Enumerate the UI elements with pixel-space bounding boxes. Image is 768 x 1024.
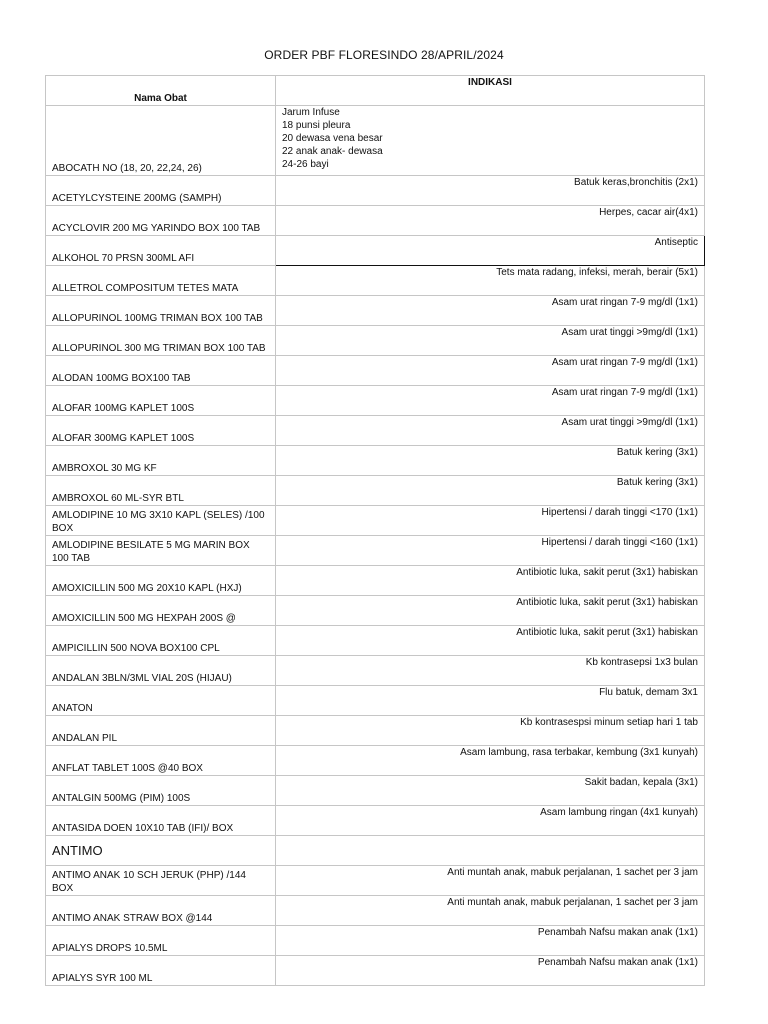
medicine-name: ANDALAN PIL bbox=[46, 716, 276, 746]
medicine-name: APIALYS SYR 100 ML bbox=[46, 956, 276, 986]
table-row bbox=[46, 686, 705, 716]
table-row bbox=[46, 566, 705, 596]
indication-cell: Antibiotic luka, sakit perut (3x1) habiskan bbox=[276, 626, 705, 656]
medicine-name: ANTALGIN 500MG (PIM) 100S bbox=[46, 776, 276, 806]
indication-cell: Hipertensi / darah tinggi <160 (1x1) bbox=[276, 536, 705, 566]
indication-line: Jarum Infuse bbox=[282, 107, 340, 118]
indication-cell: Kb kontrasepsi 1x3 bulan bbox=[276, 656, 705, 686]
table-row bbox=[46, 236, 705, 266]
table-row bbox=[46, 746, 705, 776]
medicine-name: AMLODIPINE 10 MG 3X10 KAPL (SELES) /100 BOX bbox=[46, 506, 276, 536]
medicine-name: ALKOHOL 70 PRSN 300ML AFI bbox=[46, 236, 276, 266]
medicine-name: ANDALAN 3BLN/3ML VIAL 20S (HIJAU) bbox=[46, 656, 276, 686]
table-row bbox=[46, 176, 705, 206]
table-row bbox=[46, 446, 705, 476]
medicine-name: ALLETROL COMPOSITUM TETES MATA bbox=[46, 266, 276, 296]
medicine-name: AMBROXOL 30 MG KF bbox=[46, 446, 276, 476]
table-row bbox=[46, 926, 705, 956]
table-row bbox=[46, 596, 705, 626]
table-row bbox=[46, 476, 705, 506]
indication-cell: Antibiotic luka, sakit perut (3x1) habiskan bbox=[276, 566, 705, 596]
table-row bbox=[46, 956, 705, 986]
table-row bbox=[46, 416, 705, 446]
table-row bbox=[46, 896, 705, 926]
table-row bbox=[46, 296, 705, 326]
medicine-name: ALLOPURINOL 100MG TRIMAN BOX 100 TAB bbox=[46, 296, 276, 326]
table-row bbox=[46, 386, 705, 416]
indication-cell: Asam urat tinggi >9mg/dl (1x1) bbox=[276, 416, 705, 446]
indication-cell: Asam urat ringan 7-9 mg/dl (1x1) bbox=[276, 356, 705, 386]
table-row bbox=[46, 506, 705, 536]
table-row bbox=[46, 106, 705, 176]
indication-cell: Flu batuk, demam 3x1 bbox=[276, 686, 705, 716]
indication-line: 22 anak anak- dewasa bbox=[282, 146, 383, 157]
indication-cell: Asam urat ringan 7-9 mg/dl (1x1) bbox=[276, 296, 705, 326]
group-heading-row bbox=[46, 836, 705, 866]
indication-cell: Asam lambung, rasa terbakar, kembung (3x1 kunyah) bbox=[276, 746, 705, 776]
indication-cell: Anti muntah anak, mabuk perjalanan, 1 sachet per 3 jam bbox=[276, 896, 705, 926]
table-row bbox=[46, 806, 705, 836]
header-indikasi: INDIKASI bbox=[276, 76, 705, 106]
indication-cell: Batuk kering (3x1) bbox=[276, 476, 705, 506]
table-header-row bbox=[46, 76, 705, 106]
medicine-name: AMBROXOL 60 ML-SYR BTL bbox=[46, 476, 276, 506]
indication-cell: Penambah Nafsu makan anak (1x1) bbox=[276, 956, 705, 986]
indication-cell: Asam urat ringan 7-9 mg/dl (1x1) bbox=[276, 386, 705, 416]
indication-cell bbox=[276, 836, 705, 866]
medicine-name: APIALYS DROPS 10.5ML bbox=[46, 926, 276, 956]
indication-cell: Asam lambung ringan (4x1 kunyah) bbox=[276, 806, 705, 836]
indication-cell: Batuk kering (3x1) bbox=[276, 446, 705, 476]
table-row bbox=[46, 356, 705, 386]
indication-line: 20 dewasa vena besar bbox=[282, 133, 383, 144]
medicine-name: ANTIMO bbox=[46, 836, 276, 866]
indication-cell: Sakit badan, kepala (3x1) bbox=[276, 776, 705, 806]
indication-cell: Kb kontrasespsi minum setiap hari 1 tab bbox=[276, 716, 705, 746]
table-row bbox=[46, 866, 705, 896]
medicine-name: ANTIMO ANAK 10 SCH JERUK (PHP) /144 BOX bbox=[46, 866, 276, 896]
medicine-name: AMPICILLIN 500 NOVA BOX100 CPL bbox=[46, 626, 276, 656]
medicine-name: AMLODIPINE BESILATE 5 MG MARIN BOX 100 TAB bbox=[46, 536, 276, 566]
medicine-name: ALLOPURINOL 300 MG TRIMAN BOX 100 TAB bbox=[46, 326, 276, 356]
indication-cell: Asam urat tinggi >9mg/dl (1x1) bbox=[276, 326, 705, 356]
indication-line: 24-26 bayi bbox=[282, 159, 329, 170]
table-row bbox=[46, 206, 705, 236]
table-row bbox=[46, 626, 705, 656]
medicine-name: ABOCATH NO (18, 20, 22,24, 26) bbox=[46, 106, 276, 176]
medicine-name: ANTASIDA DOEN 10X10 TAB (IFI)/ BOX bbox=[46, 806, 276, 836]
medicine-name: ALOFAR 100MG KAPLET 100S bbox=[46, 386, 276, 416]
indication-line: 18 punsi pleura bbox=[282, 120, 351, 131]
medicine-name: ALOFAR 300MG KAPLET 100S bbox=[46, 416, 276, 446]
indication-cell: Antiseptic bbox=[276, 236, 705, 266]
medicine-name: ACYCLOVIR 200 MG YARINDO BOX 100 TAB bbox=[46, 206, 276, 236]
indication-cell: Hipertensi / darah tinggi <170 (1x1) bbox=[276, 506, 705, 536]
table-row bbox=[46, 326, 705, 356]
indication-cell: Antibiotic luka, sakit perut (3x1) habiskan bbox=[276, 596, 705, 626]
medicine-name: ALODAN 100MG BOX100 TAB bbox=[46, 356, 276, 386]
medicine-name: ANTIMO ANAK STRAW BOX @144 bbox=[46, 896, 276, 926]
header-nama-obat: Nama Obat bbox=[46, 76, 276, 106]
indication-cell bbox=[276, 106, 705, 176]
indication-cell: Batuk keras,bronchitis (2x1) bbox=[276, 176, 705, 206]
indication-cell: Anti muntah anak, mabuk perjalanan, 1 sachet per 3 jam bbox=[276, 866, 705, 896]
medicine-name: AMOXICILLIN 500 MG HEXPAH 200S @ bbox=[46, 596, 276, 626]
table-row bbox=[46, 266, 705, 296]
medicine-name: ANFLAT TABLET 100S @40 BOX bbox=[46, 746, 276, 776]
medicine-name: ANATON bbox=[46, 686, 276, 716]
indication-cell: Penambah Nafsu makan anak (1x1) bbox=[276, 926, 705, 956]
medicine-name: AMOXICILLIN 500 MG 20X10 KAPL (HXJ) bbox=[46, 566, 276, 596]
indication-cell: Herpes, cacar air(4x1) bbox=[276, 206, 705, 236]
table-row bbox=[46, 776, 705, 806]
table-body bbox=[46, 106, 705, 986]
table-row bbox=[46, 716, 705, 746]
document-title: ORDER PBF FLORESINDO 28/APRIL/2024 bbox=[264, 48, 504, 62]
indication-cell: Tets mata radang, infeksi, merah, berair (5x1) bbox=[276, 266, 705, 296]
medicine-table bbox=[45, 75, 705, 986]
medicine-name: ACETYLCYSTEINE 200MG (SAMPH) bbox=[46, 176, 276, 206]
table-row bbox=[46, 536, 705, 566]
table-row bbox=[46, 656, 705, 686]
